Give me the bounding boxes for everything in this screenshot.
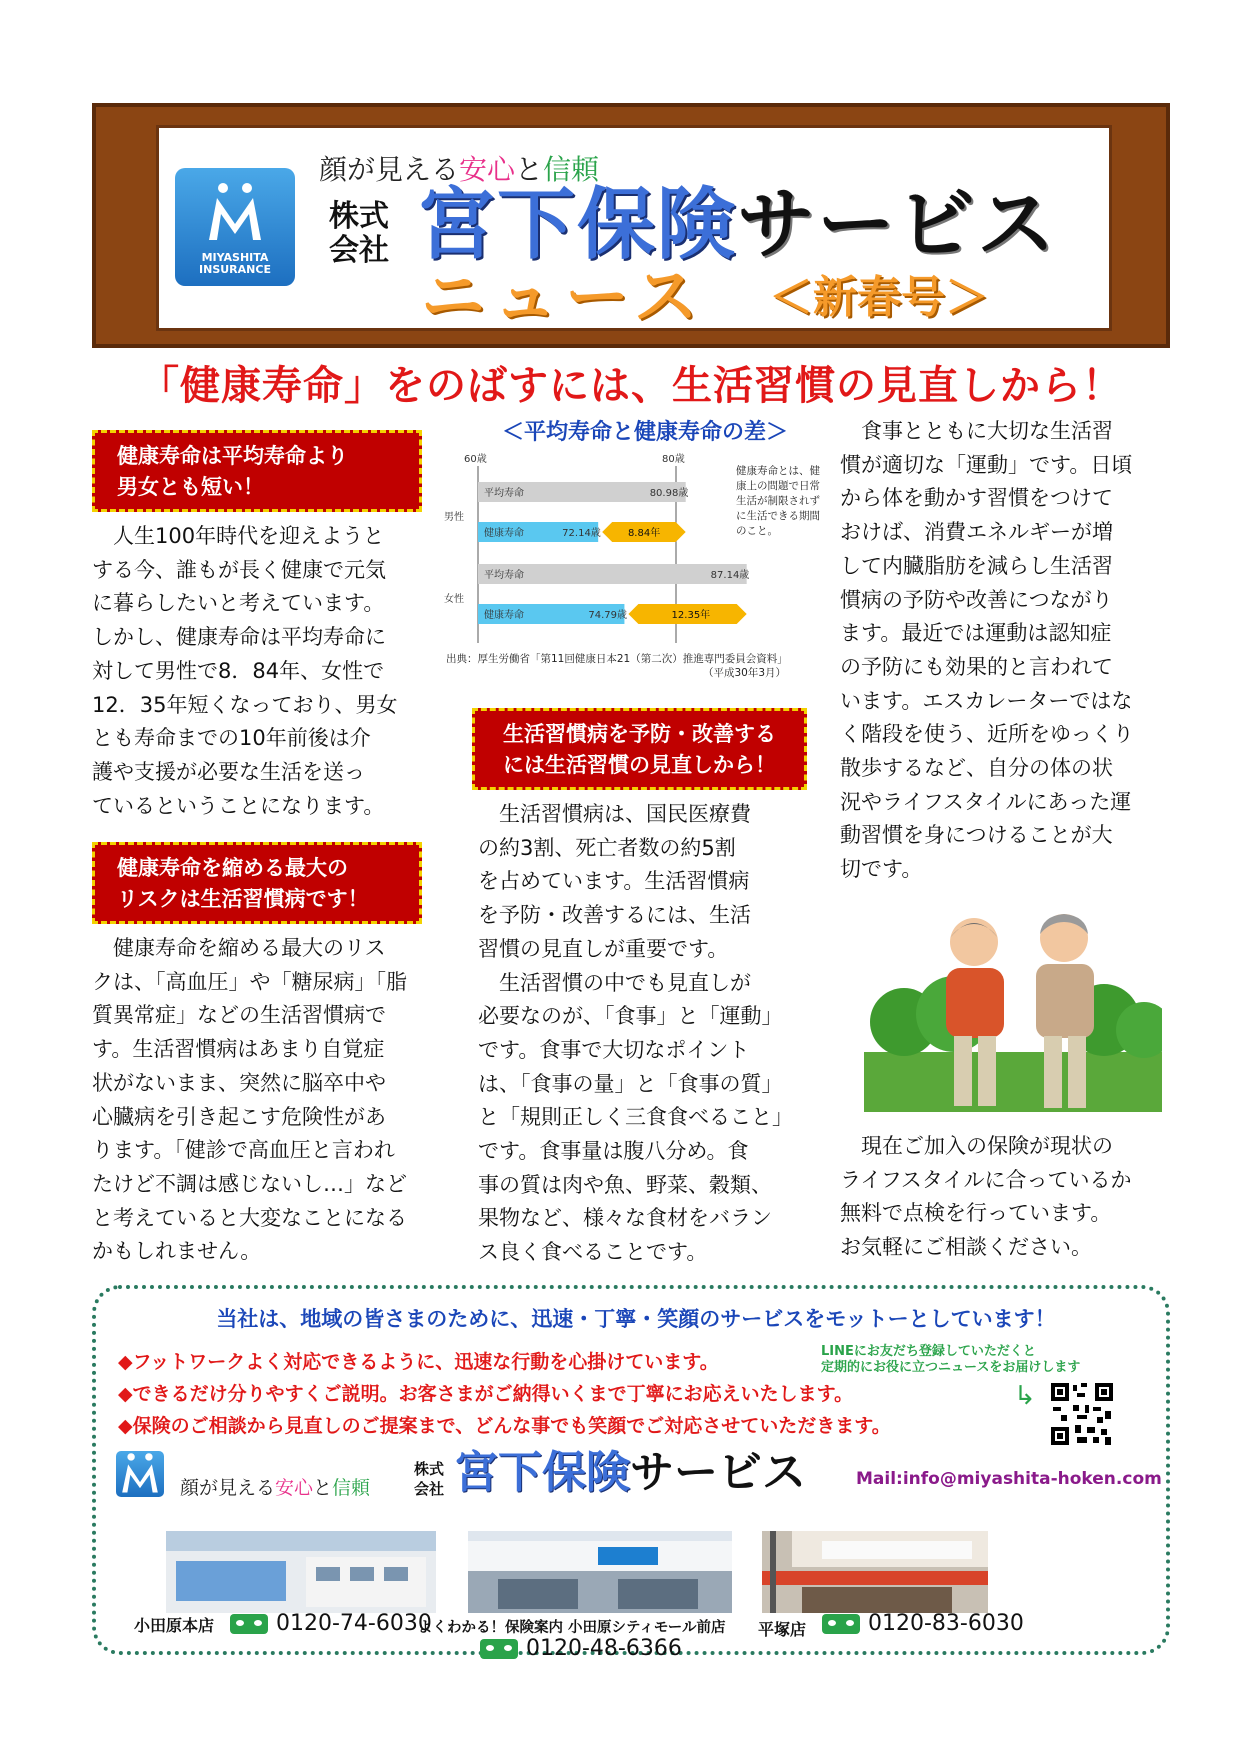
left-heading-2: 健康寿命を縮める最大の リスクは生活習慣病です！ [92,842,422,924]
man-leg [1068,1036,1086,1108]
branch-photo [762,1531,988,1613]
bar-label: 平均寿命 [484,570,524,581]
gap-label: 8.84年 [627,528,661,539]
logo-text: MIYASHITA INSURANCE [199,251,271,276]
left-paragraph-1: 人生100年時代を迎えようと する今、誰もが長く健康で元気 に暮らしたいと考えています。 しかし、健康寿命は平均寿命に 対して男性で8．84年、女性で 12．35年短くなっており、男女 とも寿命までの10年前後は介 護や支援が必要な生活を送っ ているということになります。 [92,524,398,818]
grass-shape [864,1052,1162,1112]
footer-logo [116,1451,164,1497]
bar-label: 健康寿命 [484,528,524,539]
branch-phone[interactable]: 0120-48-6366 [480,1636,682,1661]
chart-title: ＜平均寿命と健康寿命の差＞ [501,420,788,445]
left-paragraph-2: 健康寿命を縮める最大のリス クは、「高血圧」や「糖尿病」「脂 質異常症」などの生活習慣病で す。生活習慣病はあまり自覚症 状がないまま、突然に脳卒中や 心臓病を引き起こす危険性があ ります。「健診で高血圧と言われ たけど不調は感じないし…」など と考えていると大変なことになる かもしれません。 [92,936,407,1264]
woman-leg [954,1036,972,1106]
freedial-icon [480,1639,518,1659]
data-label: 74.79歳 [588,610,628,621]
woman-body [946,968,1004,1038]
branch-name: 小田原本店 [134,1616,215,1635]
data-label: 80.98歳 [649,488,689,499]
right-paragraph-1: 食事とともに大切な生活習 慣が適切な「運動」です。日頃 から体を動かす習慣をつけて おけば、消費エネルギーが増 して内臓脂肪を減らし生活習 慣病の予防や改善につながり ます。最近では運動は認知症 の予防にも効果的と言われて います。エスカレーターではな く階段を使う、近所をゆっくり 散歩するなど、自分の体の状 況やライフスタイルにあった運 動習慣を身につけることが大 切です。 [840,419,1134,882]
branch-name: よくわかる！保険案内 小田原シティモール前店 [418,1620,726,1636]
group-label: 女性 [444,594,464,605]
freedial-icon [230,1614,268,1634]
branch-photo [468,1531,732,1613]
data-label: 72.14歳 [562,528,601,539]
chart-source: 出典：厚生労働省「第11回健康日本21（第二次）推進専門委員会資料」 （平成30年3月） [446,653,788,679]
branch-phone[interactable]: 0120-74-6030 [230,1611,432,1636]
man-body [1036,964,1094,1038]
right-paragraph-2: 現在ご加入の保険が現状の ライフスタイルに合っているか 無料で点検を行っています。 お気軽にご相談ください。 [840,1134,1132,1260]
edition-label: ＜新春号＞ [769,272,989,323]
service-bullet: ◆保険のご相談から見直しのご提案まで、どんな事でも笑顔でご対応させていただきます。 [118,1415,891,1437]
branch-name: 平塚店 [758,1620,807,1639]
middle-heading: 生活習慣病を予防・改善する には生活習慣の見直しから！ [472,708,807,790]
email-link[interactable]: Mail:info@miyashita-hoken.com [856,1469,1162,1489]
masthead-panel [156,125,1112,335]
bar-label: 健康寿命 [484,610,524,621]
company-motto: 当社は、地域の皆さまのために、迅速・丁寧・笑顔のサービスをモットーとしています！ [216,1307,1056,1331]
service-bullet: ◆フットワークよく対応できるように、迅速な行動を心掛けています。 [118,1351,719,1373]
elderly-couple-walking-illustration [864,902,1162,1112]
bar-label: 平均寿命 [484,488,524,499]
woman-face [950,918,998,966]
page-headline: 「健康寿命」をのばすには、生活習慣の見直しから！ [139,363,1123,409]
service-bullet: ◆できるだけ分りやすくご説明。お客さまがご納得いくまで丁寧にお応えいたします。 [118,1383,854,1405]
arrow-icon: ↳ [1014,1381,1036,1411]
footer-panel [92,1285,1170,1661]
news-title: ニュース [421,261,706,335]
kabushiki-label: 株式会社 [329,199,389,268]
x-tick-label: 80歳 [662,454,685,465]
data-label: 87.14歳 [710,570,750,581]
footer-company-name: 宮下保険サービス [454,1447,806,1498]
group-label: 男性 [444,512,464,523]
masthead [92,103,1170,348]
line-qr-code[interactable] [1049,1381,1115,1447]
left-heading-1: 健康寿命は平均寿命より 男女とも短い！ [92,430,422,512]
footer-tagline: 顔が見える安心と信頼 [180,1477,371,1499]
man-leg [1044,1036,1062,1108]
x-tick-label: 60歳 [464,454,487,465]
company-logo [175,168,295,286]
freedial-icon [822,1614,860,1634]
branch-phone[interactable]: 0120-83-6030 [822,1611,1024,1636]
logo-mark-icon [203,182,267,244]
chart-note: 健康寿命とは、健康上の問題で日常生活が制限されずに生活できる期間のこと。 [736,465,820,537]
tagline: 顔が見える安心と信頼 [319,153,600,186]
company-name: 宮下保険サービス [417,180,1058,270]
footer-kabushiki: 株式会社 [414,1460,445,1498]
gap-label: 12.35年 [671,610,711,621]
middle-paragraph-1: 生活習慣病は、国民医療費 の約3割、死亡者数の約5割 を占めています。生活習慣病 を予防・改善するには、生活 習慣の見直しが重要です。 生活習慣の中でも見直しが 必要なのが、「食事」と「運動」 です。食事で大切なポイント は、「食事の量」と「食事の質」 と「規則正しく三食食べること」 です。食事量は腹八分め。食 事の質は肉や魚、野菜、穀類、 果物など、様々な食材をバラン ス良く食べることです。 [478,802,793,1265]
logo-mark-icon [116,1451,164,1497]
branch-photo [166,1531,436,1613]
woman-leg [978,1036,996,1106]
line-message: LINEにお友だち登録していただくと 定期的にお役に立つニュースをお届けします [821,1344,1081,1375]
